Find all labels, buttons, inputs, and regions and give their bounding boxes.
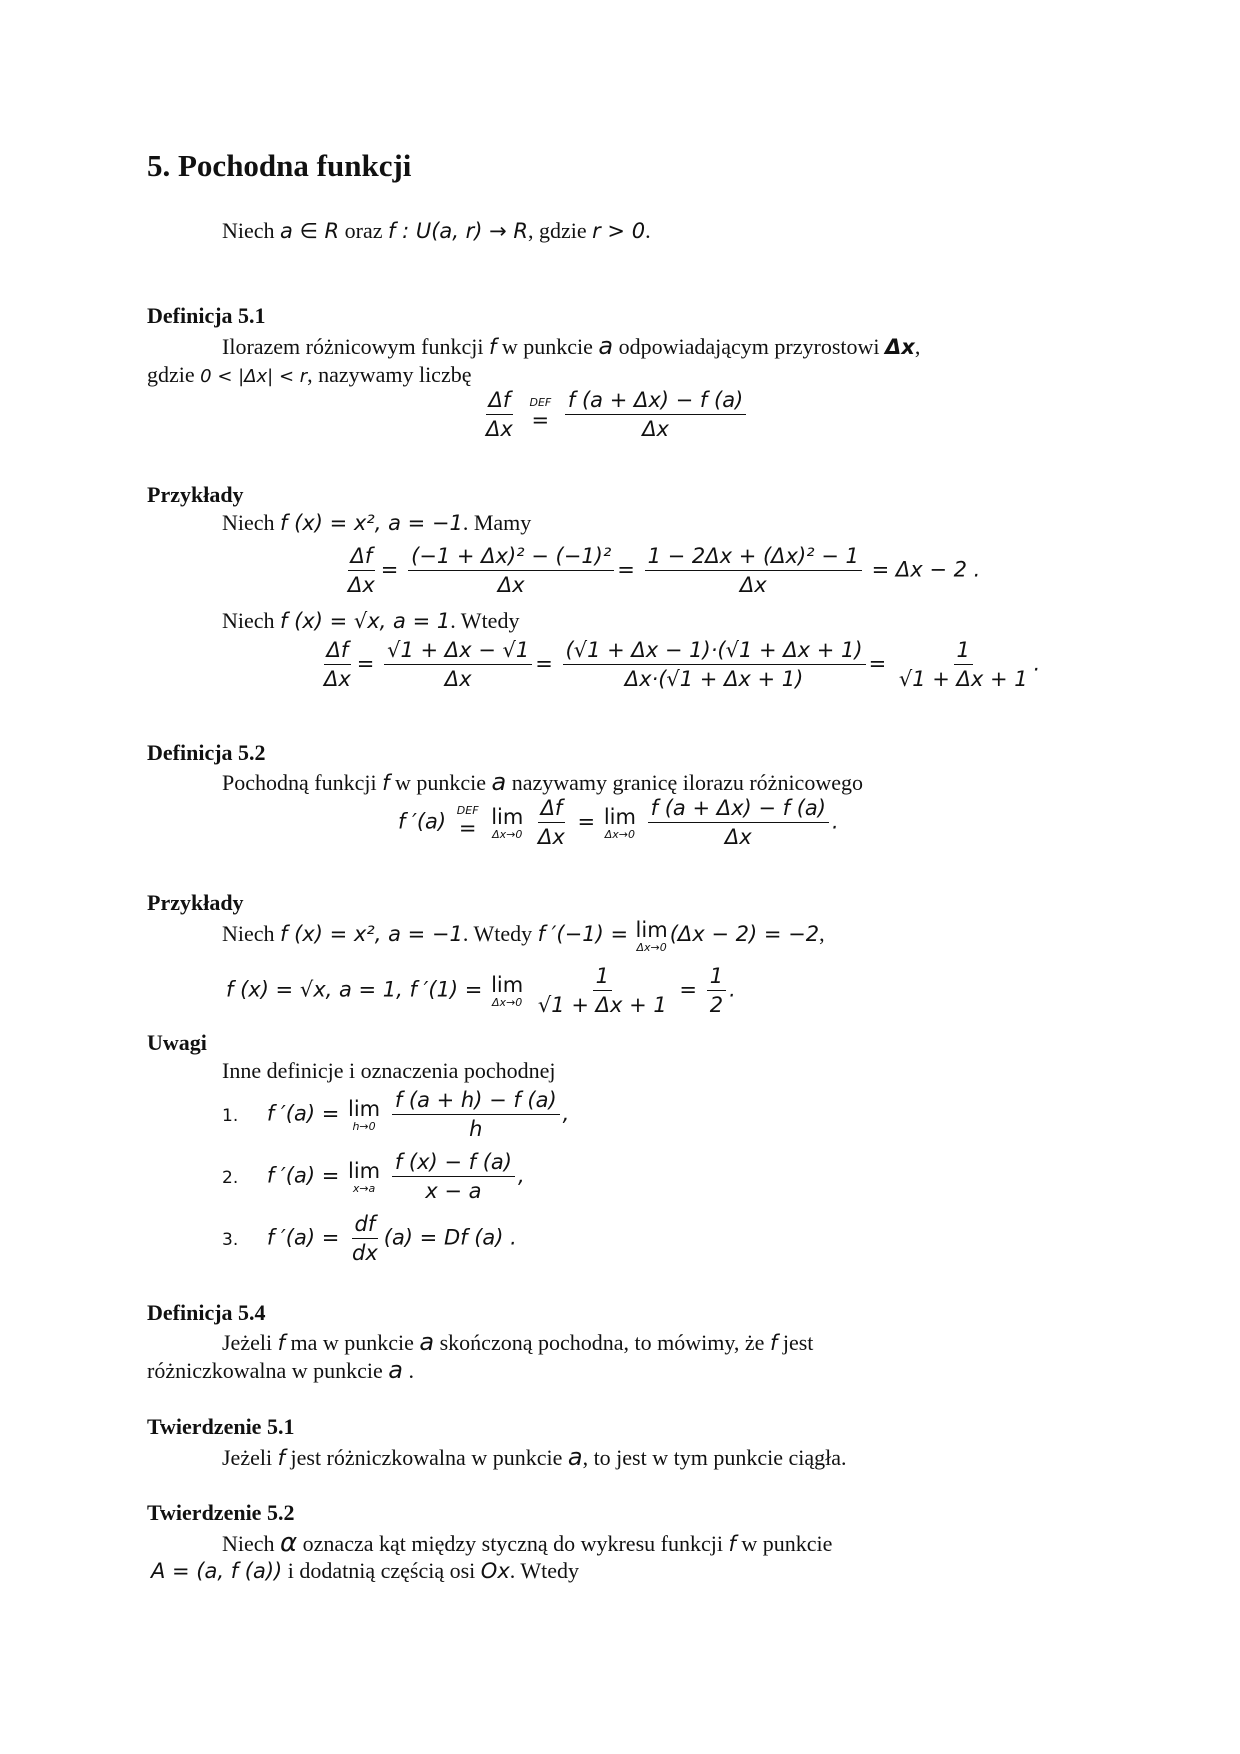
def54-text-d: jest — [782, 1330, 814, 1355]
ex1-e1-m1 — [408, 544, 614, 597]
ex1-e2-rhs-den: √1 + Δx + 1 — [898, 667, 1028, 691]
ex2-l2-comma: , — [396, 977, 403, 1002]
remark-1-lhs: f ′(a) = — [266, 1101, 340, 1126]
examples-2-heading: Przykłady — [147, 890, 244, 915]
ex2-l2-fraction — [535, 964, 670, 1017]
def51-lhs-num: Δf — [486, 388, 514, 415]
ex1-e2-rhs-num: 1 — [954, 638, 973, 665]
def51-text-a: Ilorazem różnicowym funkcji — [222, 334, 484, 359]
theorem-5-2-heading: Twierdzenie 5.2 — [147, 1500, 295, 1525]
def52-def-label: DEF — [456, 804, 479, 817]
def51-f: f — [488, 335, 497, 359]
ex2-l2-function: f (x) = √x — [226, 977, 326, 1002]
def51-text-c: odpowiadającym przyrostowi — [618, 334, 880, 359]
ex2-l2-eq: = — [679, 977, 698, 1002]
def52-text-b: w punkcie — [395, 770, 487, 795]
remark-2-lhs: f ′(a) = — [266, 1163, 340, 1188]
ex2-l2-result-num: 1 — [707, 964, 726, 991]
ex1-l1-point: , a = −1 — [374, 511, 463, 535]
def51-lhs-den: Δx — [486, 417, 513, 441]
def51-def-label: DEF — [529, 396, 552, 409]
thm51-a: a — [567, 1443, 583, 1471]
intro-end: . — [645, 218, 651, 243]
remark-3-number: 3. — [222, 1229, 239, 1250]
examples-2-line-2 — [226, 964, 736, 1017]
definition-5-4-line-1 — [222, 1328, 813, 1356]
thm52-text-c: w punkcie — [741, 1531, 833, 1556]
def52-lim-2-sub: Δx→0 — [604, 827, 636, 841]
ex2-l2-den: √1 + Δx + 1 — [537, 993, 667, 1017]
remark-2-num: f (x) − f (a) — [392, 1150, 515, 1177]
definition-5-2-formula — [398, 796, 839, 849]
examples-2-line-1 — [222, 918, 825, 954]
def51-lhs-fraction — [483, 388, 516, 441]
examples-1-equation-2: $\frac{\Delta f}{\Delta x}$ = $\frac{√1 + \Delta x - √1}{\Delta x}$ = $\frac{(√1 + \Delta x - 1)\cdot(√1 + \Delta x + 1)}{\Delta x\cdot(√1 + \Delta x + 1)}$ = $\frac{1}{√1 + \Delta x + 1}$ . — [318, 638, 1040, 691]
definition-5-4-line-2 — [147, 1356, 414, 1384]
remark-3-rhs: (a) = Df (a) . — [383, 1225, 517, 1250]
ex1-e1-rhs: = Δx − 2 . — [871, 557, 981, 582]
thm51-text-a: Jeżeli — [222, 1445, 273, 1470]
ex1-e2-lhs — [321, 638, 354, 691]
ex1-e1-m1-den: Δx — [497, 573, 525, 597]
def54-a: a — [419, 1328, 435, 1356]
ex1-e1-m2 — [645, 544, 862, 597]
ex2-l1-tail: . Wtedy — [462, 921, 533, 947]
ex1-l1-lead: Niech — [222, 510, 275, 535]
thm52-alpha: α — [280, 1528, 298, 1558]
def52-lim-1 — [491, 805, 523, 841]
def54-text-c: skończoną pochodna, to mówimy, że — [439, 1330, 765, 1355]
def54-f: f — [277, 1331, 285, 1355]
def54-end: . — [408, 1358, 415, 1383]
def51-dx: Δx — [885, 335, 915, 359]
intro-cond3: r > 0 — [592, 219, 646, 243]
ex2-l2-end: . — [729, 977, 736, 1002]
ex2-l1-lhs: f ′(−1) = — [537, 922, 629, 947]
intro-mid: oraz — [344, 218, 383, 243]
def52-rhs-num: f (a + Δx) − f (a) — [648, 796, 829, 823]
def52-mid-fraction — [535, 796, 568, 849]
definition-5-1-line-2 — [147, 362, 471, 388]
theorem-5-1-heading: Twierdzenie 5.1 — [147, 1414, 295, 1439]
def52-lim-2 — [604, 805, 636, 841]
remark-3-den: dx — [351, 1241, 378, 1265]
ex1-e2-m1 — [384, 638, 532, 691]
def51-eq-sign: = — [531, 408, 550, 432]
ex2-l1-lim — [636, 918, 668, 954]
ex2-l1-lead: Niech — [222, 921, 275, 947]
def52-lim-1-word: lim — [491, 804, 524, 829]
def52-def-eq — [457, 805, 479, 840]
intro-cond2: f : U(a, r) → R — [388, 219, 528, 243]
ex1-e2-m2-den: Δx·(√1 + Δx + 1) — [624, 667, 804, 691]
def51-a: a — [598, 332, 614, 360]
ex2-l2-lim-sub: Δx→0 — [492, 995, 523, 1009]
def51-rhs-num: f (a + Δx) − f (a) — [565, 388, 746, 415]
remark-2-lim-sub: x→a — [352, 1181, 376, 1195]
remark-1-lim-word: lim — [347, 1096, 381, 1121]
ex1-e1-lhs-num: Δf — [348, 544, 376, 571]
def51-text-nazywamy: , nazywamy liczbę — [307, 362, 472, 387]
ex1-l2-tail: . Wtedy — [450, 608, 520, 633]
thm51-text-b: jest różniczkowalna w punkcie — [290, 1445, 563, 1470]
ex2-l1-lim-sub: Δx→0 — [636, 941, 667, 954]
ex2-l2-result-den: 2 — [709, 993, 724, 1017]
intro-tail: , gdzie — [527, 218, 587, 243]
thm51-text-c: , to jest w tym punkcie ciągła. — [582, 1445, 847, 1470]
ex2-l1-function: f (x) = x² — [280, 922, 375, 947]
remark-3-fraction — [349, 1212, 381, 1265]
remark-1-den: h — [469, 1117, 483, 1141]
ex1-e2-m2-num: (√1 + Δx − 1)·(√1 + Δx + 1) — [563, 638, 866, 665]
remark-1-end: , — [562, 1101, 570, 1126]
thm52-text-b: oznacza kąt między styczną do wykresu funkcji — [302, 1531, 723, 1556]
def51-rhs-fraction — [565, 388, 746, 441]
remark-item-3 — [222, 1212, 517, 1265]
remark-2-lim — [348, 1159, 380, 1195]
examples-1-line-1 — [222, 510, 531, 536]
ex1-e2-lhs-num: Δf — [324, 638, 352, 665]
thm52-axis: Ox — [480, 1559, 510, 1583]
definition-5-1-formula — [480, 388, 749, 441]
ex1-e1-m2-den: Δx — [739, 573, 767, 597]
ex1-e1-m1-num: (−1 + Δx)² − (−1)² — [408, 544, 614, 571]
def51-rhs-den: Δx — [642, 417, 669, 441]
ex1-e1-lhs — [345, 544, 378, 597]
def52-mid-den: Δx — [538, 825, 565, 849]
def52-text-a: Pochodną funkcji — [222, 770, 377, 795]
def51-comma: , — [914, 334, 921, 359]
remark-2-lim-word: lim — [347, 1158, 381, 1183]
thm52-point: A = (a, f (a)) — [151, 1559, 283, 1583]
remark-2-fraction — [392, 1150, 515, 1203]
ex1-e2-end: . — [1033, 651, 1041, 676]
ex2-l2-lim-word: lim — [491, 972, 524, 997]
def52-lhs: f ′(a) — [398, 809, 447, 834]
thm52-f: f — [728, 1532, 736, 1556]
def54-text-b: ma w punkcie — [290, 1330, 414, 1355]
ex1-e2-lhs-den: Δx — [324, 667, 351, 691]
def54-text-a: Jeżeli — [222, 1330, 273, 1355]
def52-lim-1-sub: Δx→0 — [492, 827, 523, 841]
def54-a2: a — [388, 1356, 404, 1384]
ex2-l1-rhs: (Δx − 2) = −2 — [669, 922, 820, 947]
intro-line — [222, 218, 651, 244]
def52-a: a — [491, 768, 507, 796]
ex1-e2-m1-den: Δx — [444, 667, 472, 691]
remark-item-1 — [222, 1088, 569, 1141]
ex2-l2-lim — [491, 973, 523, 1009]
def52-eq-sign: = — [458, 816, 477, 840]
examples-1-heading: Przykłady — [147, 482, 244, 507]
ex1-e1-m2-num: 1 − 2Δx + (Δx)² − 1 — [645, 544, 862, 571]
definition-5-2-heading: Definicja 5.2 — [147, 740, 266, 765]
thm52-text-a: Niech — [222, 1531, 275, 1556]
thm51-f: f — [277, 1446, 285, 1470]
intro-lead: Niech — [222, 218, 275, 243]
def52-f: f — [382, 771, 390, 795]
remark-2-number: 2. — [222, 1167, 239, 1188]
ex1-l1-tail: . Mamy — [462, 510, 532, 535]
def51-def-eq — [529, 397, 551, 432]
ex1-e2-rhs — [896, 638, 1031, 691]
remarks-intro: Inne definicje i oznaczenia pochodnej — [222, 1058, 556, 1083]
remarks-heading: Uwagi — [147, 1030, 207, 1055]
def52-mid-num: Δf — [538, 796, 566, 823]
definition-5-4-heading: Definicja 5.4 — [147, 1300, 266, 1325]
ex1-e2-m2 — [563, 638, 866, 691]
def54-text-e: różniczkowalna w punkcie — [147, 1358, 383, 1383]
definition-5-1-line-1 — [222, 332, 920, 360]
examples-1-equation-1: $\frac{\Delta f}{\Delta x}$ = $\frac{\text{(−1 + Δx)² − (−1)²}}{\Delta x}$ = $\frac{\text{1 − 2Δx + (Δx)² − 1}}{\Delta x}$ = Δx − 2 . — [342, 544, 980, 597]
ex1-e2-m1-num: √1 + Δx − √1 — [384, 638, 532, 665]
ex2-l1-lim-word: lim — [635, 918, 668, 942]
ex1-l1-function: f (x) = x² — [280, 511, 375, 535]
remark-1-number: 1. — [222, 1105, 239, 1126]
def51-text-b: w punkcie — [501, 334, 593, 359]
theorem-5-2-line-2 — [151, 1558, 579, 1584]
remark-1-lim — [348, 1097, 380, 1133]
thm52-text-e: . Wtedy — [509, 1558, 580, 1583]
ex1-l2-lead: Niech — [222, 608, 275, 633]
remark-3-num: df — [352, 1212, 379, 1239]
remark-2-den: x − a — [425, 1179, 482, 1203]
def52-rhs-den: Δx — [724, 825, 752, 849]
theorem-5-2-line-1 — [222, 1528, 832, 1558]
def52-eq2: = — [577, 809, 596, 834]
remark-1-num: f (a + h) − f (a) — [392, 1088, 560, 1115]
ex1-l2-function: f (x) = √x — [280, 609, 380, 633]
definition-5-2-line — [222, 768, 863, 796]
ex2-l1-end: , — [819, 921, 825, 947]
theorem-5-1-line — [222, 1443, 847, 1471]
def52-text-c: nazywamy granicę ilorazu różnicowego — [511, 770, 863, 795]
def54-f2: f — [769, 1331, 778, 1355]
ex1-l2-point: , a = 1 — [379, 609, 451, 633]
remark-1-lim-sub: h→0 — [352, 1119, 376, 1133]
thm52-text-d: i dodatnią częścią osi — [287, 1558, 476, 1583]
def52-end: . — [832, 809, 839, 834]
remark-1-fraction — [392, 1088, 560, 1141]
intro-cond1: a ∈ R — [280, 219, 340, 243]
ex2-l2-num: 1 — [593, 964, 612, 991]
def52-lim-2-word: lim — [603, 804, 636, 829]
def51-text-gdzie: gdzie — [147, 362, 195, 387]
page-title: 5. Pochodna funkcji — [147, 148, 412, 183]
def51-condition: 0 < |Δx| < r — [200, 366, 308, 387]
definition-5-1-heading: Definicja 5.1 — [147, 303, 266, 328]
remark-3-lhs: f ′(a) = — [266, 1225, 340, 1250]
examples-1-line-2 — [222, 608, 519, 634]
remark-2-end: , — [517, 1163, 525, 1188]
ex2-l2-lhs: f ′(1) = — [409, 977, 483, 1002]
remark-item-2 — [222, 1150, 525, 1203]
def52-rhs-fraction — [648, 796, 829, 849]
ex2-l2-result — [707, 964, 726, 1017]
ex2-l1-point: , a = −1 — [374, 922, 463, 947]
ex1-e1-lhs-den: Δx — [348, 573, 375, 597]
ex2-l2-point: , a = 1 — [325, 977, 397, 1002]
